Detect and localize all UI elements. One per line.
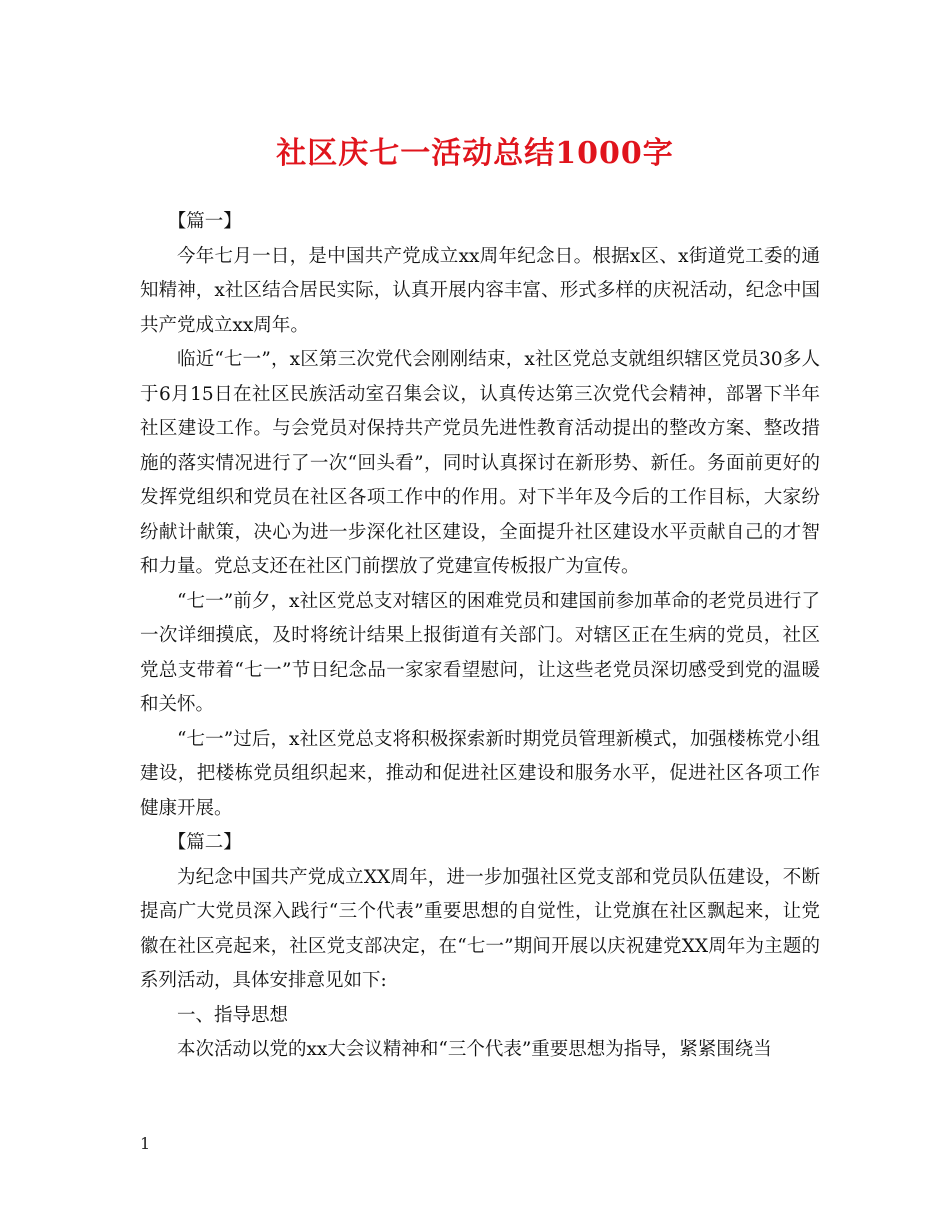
body-paragraph: “七一”过后，x社区党总支将积极探索新时期党员管理新模式，加强楼栋党小组建设，把楼栋党员组织起来，推动和促进社区建设和服务水平，促进社区各项工作健康开展。	[140, 728, 820, 819]
body-paragraph: 一、指导思想	[177, 1004, 289, 1026]
section-heading: 【篇一】	[167, 211, 242, 232]
body-paragraph: 为纪念中国共产党成立XX周年，进一步加强社区党支部和党员队伍建设，不断提高广大党员深入践行“三个代表”重要思想的自觉性，让党旗在社区飘起来，让党徽在社区亮起来，社区党支部决定，在“七一”期间开展以庆祝建党XX周年为主题的系列活动，具体安排意见如下:	[140, 866, 820, 991]
document-title: 社区庆七一活动总结1000字	[276, 136, 674, 171]
body-paragraph: 临近“七一”，x区第三次党代会刚刚结束，x社区党总支就组织辖区党员30多人于6月15日在社区民族活动室召集会议，认真传达第三次党代会精神，部署下半年社区建设工作。与会党员对保持共产党员先进性教育活动提出的整改方案、整改措施的落实情况进行了一次“回头看”，同时认真探讨在新形势、新任。务面前更好的发挥党组织和党员在社区各项工作中的作用。对下半年及今后的工作目标，大家纷纷献计献策，决心为进一步深化社区建设，全面提升社区建设水平贡献自己的才智和力量。党总支还在社区门前摆放了党建宣传板报广为宣传。	[140, 349, 820, 577]
body-paragraph: 本次活动以党的xx大会议精神和“三个代表”重要思想为指导，紧紧围绕当	[177, 1039, 772, 1060]
section-heading: 【篇二】	[167, 832, 242, 853]
body-paragraph: 今年七月一日，是中国共产党成立xx周年纪念日。根据x区、x街道党工委的通知精神，x社区结合居民实际，认真开展内容丰富、形式多样的庆祝活动，纪念中国共产党成立xx周年。	[140, 245, 820, 336]
page-number: 1	[140, 1134, 151, 1153]
document-body	[140, 205, 820, 1068]
body-paragraph: “七一”前夕，x社区党总支对辖区的困难党员和建国前参加革命的老党员进行了一次详细摸底，及时将统计结果上报街道有关部门。对辖区正在生病的党员，社区党总支带着“七一”节日纪念品一家家看望慰问，让这些老党员深切感受到党的温暖和关怀。	[140, 590, 820, 715]
